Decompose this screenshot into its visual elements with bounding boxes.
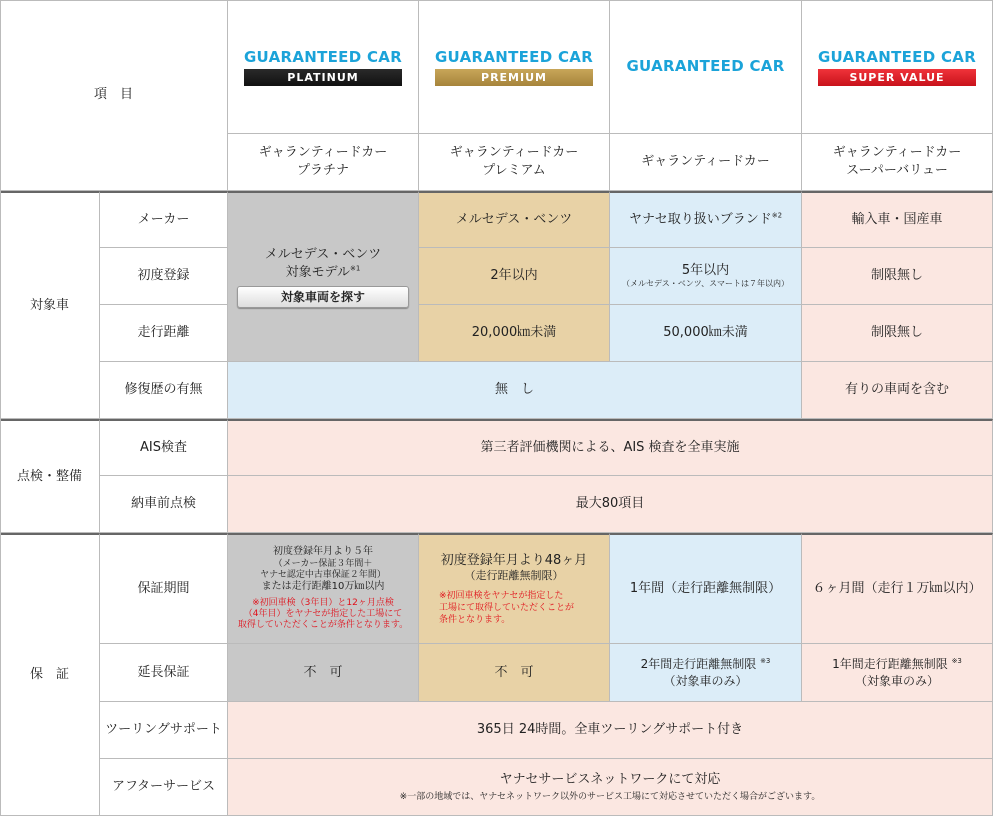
platinum-target-maker: メルセデス・ベンツ: [264, 246, 382, 262]
standard-name: [610, 134, 802, 191]
platinum-extended: [228, 644, 419, 702]
cell-value: メルセデス・ベンツ: [455, 212, 573, 228]
row-label: 初度登録: [137, 268, 190, 284]
column-name: ギャランティードカー: [258, 145, 388, 161]
row-label-extended: [100, 644, 228, 702]
section-label: 点検・整備: [16, 468, 82, 484]
footnote-mark: ※2: [771, 211, 783, 220]
row-label: 走行距離: [137, 325, 190, 341]
cell-note: （メルセデス・ベンツ、スマートは７年以内）: [622, 279, 789, 289]
cell-value: （対象車のみ）: [663, 673, 748, 688]
premium-period: [419, 533, 610, 644]
repair-shared: [228, 362, 802, 419]
row-label: 延長保証: [137, 664, 190, 680]
tier-bar-premium: PREMIUM: [435, 69, 593, 86]
column-name: ギャランティードカー: [832, 145, 962, 161]
super-repair: [802, 362, 993, 419]
cell-value: （対象車のみ）: [854, 673, 939, 688]
super-mileage: [802, 305, 993, 362]
super-value-logo: [802, 0, 993, 134]
cell-value: 5年以内: [681, 262, 730, 278]
standard-extended: [610, 644, 802, 702]
cell-value: ６ヶ月間（走行１万㎞以内）: [812, 581, 982, 597]
cell-value: 1年間走行距離無制限: [832, 657, 948, 672]
cell-value: 第三者評価機関による、AIS 検査を全車実施: [480, 440, 740, 456]
cell-value: 不 可: [303, 664, 343, 680]
cell-value: 2年間走行距離無制限: [640, 657, 757, 672]
platinum-target-model: 対象モデル: [285, 264, 351, 280]
super-period: [802, 533, 993, 644]
after-value: [228, 759, 993, 816]
footnote-mark: ※3: [951, 657, 962, 666]
section-warranty: [0, 533, 100, 816]
premium-mileage: [419, 305, 610, 362]
item-header: [0, 0, 228, 191]
row-label-first-reg: [100, 248, 228, 305]
row-label: アフターサービス: [111, 779, 216, 795]
tier-bar-platinum: PLATINUM: [244, 69, 402, 86]
section-target: [0, 191, 100, 419]
cell-value: 最大80項目: [575, 496, 645, 512]
predelivery-value: [228, 476, 993, 533]
touring-value: [228, 702, 993, 759]
row-label: ツーリングサポート: [105, 722, 222, 738]
row-label-touring: [100, 702, 228, 759]
super-first-reg: [802, 248, 993, 305]
cell-value: 有りの車両を含む: [844, 382, 949, 398]
column-name: プラチナ: [296, 163, 349, 178]
column-name: プレミアム: [482, 163, 546, 178]
row-label: 納車前点検: [130, 496, 196, 512]
cell-value: 制限無し: [870, 325, 923, 341]
row-label-maker: [100, 191, 228, 248]
standard-period: [610, 533, 802, 644]
platinum-period: [228, 533, 419, 644]
row-label: 修復歴の有無: [124, 382, 203, 398]
brand-text: GUARANTEED CAR: [626, 57, 785, 76]
cell-value: ヤナセ取り扱いブランド: [628, 212, 772, 228]
column-name: ギャランティードカー: [641, 154, 770, 170]
cell-value: ヤナセサービスネットワークにて対応: [499, 771, 721, 787]
condition-note: 工場にて取得していただくことが: [439, 603, 575, 614]
platinum-logo: [228, 0, 419, 134]
row-label-period: [100, 533, 228, 644]
cell-value: 無 し: [494, 382, 534, 398]
tier-bar-super-value: SUPER VALUE: [818, 69, 976, 86]
period-line: ヤナセ認定中古車保証２年間）: [260, 570, 386, 581]
brand-text: GUARANTEED CAR: [817, 47, 977, 66]
period-line: または走行距離10万㎞以内: [261, 581, 385, 593]
row-label-ais: [100, 419, 228, 476]
brand-text: GUARANTEED CAR: [434, 47, 594, 66]
cell-value: 2年以内: [490, 268, 538, 284]
cell-value: 1年間（走行距離無制限）: [629, 581, 782, 597]
condition-note: （4年目）をヤナセが指定した工場にて: [243, 609, 403, 620]
period-line: （走行距離無制限）: [464, 569, 564, 583]
standard-maker: [610, 191, 802, 248]
row-label-predelivery: [100, 476, 228, 533]
section-label: 対象車: [29, 297, 69, 313]
platinum-name: [228, 134, 419, 191]
ais-value: [228, 419, 993, 476]
row-label: AIS検査: [140, 440, 187, 456]
super-maker: [802, 191, 993, 248]
condition-note: 取得していただくことが条件となります。: [237, 620, 409, 631]
period-line: 初度登録年月より５年: [273, 546, 373, 558]
cell-value: 20,000㎞未満: [471, 325, 557, 341]
brand-text: GUARANTEED CAR: [243, 47, 403, 66]
premium-name: [419, 134, 610, 191]
cell-note: ※一部の地域では、ヤナセネットワーク以外のサービス工場にて対応させていただく場合がございます。: [399, 792, 821, 803]
period-line: （メーカー保証３年間＋: [273, 558, 373, 569]
item-header-label: 項 目: [93, 87, 133, 103]
standard-logo: [610, 0, 802, 134]
period-line: 初度登録年月より48ヶ月: [440, 552, 588, 568]
premium-maker: [419, 191, 610, 248]
condition-note: 条件となります。: [439, 615, 511, 626]
condition-note: ※初回車検（3年目）と12ヶ月点検: [252, 597, 394, 608]
super-extended: [802, 644, 993, 702]
footnote-mark: ※3: [760, 657, 771, 666]
column-name: ギャランティードカー: [449, 145, 579, 161]
row-label: 保証期間: [137, 581, 190, 597]
row-label-mileage: [100, 305, 228, 362]
cell-value: 365日 24時間。全車ツーリングサポート付き: [476, 722, 744, 738]
premium-extended: [419, 644, 610, 702]
premium-logo: [419, 0, 610, 134]
platinum-target-cell: [228, 191, 419, 362]
cell-value: 制限無し: [870, 268, 923, 284]
cell-value: 不 可: [494, 664, 534, 680]
standard-first-reg: [610, 248, 802, 305]
cell-value: 50,000㎞未満: [663, 325, 748, 341]
footnote-mark: ※1: [350, 264, 361, 273]
standard-mileage: [610, 305, 802, 362]
row-label-repair: [100, 362, 228, 419]
row-label: メーカー: [137, 212, 190, 228]
condition-note: ※初回車検をヤナセが指定した: [439, 590, 564, 601]
row-label-after: [100, 759, 228, 816]
cell-value: 輸入車・国産車: [851, 212, 943, 228]
super-value-name: [802, 134, 993, 191]
column-name: スーパーバリュー: [846, 163, 948, 178]
premium-first-reg: [419, 248, 610, 305]
section-inspection: [0, 419, 100, 533]
find-vehicles-button[interactable]: 対象車両を探す: [237, 286, 409, 308]
section-label: 保 証: [29, 667, 69, 683]
